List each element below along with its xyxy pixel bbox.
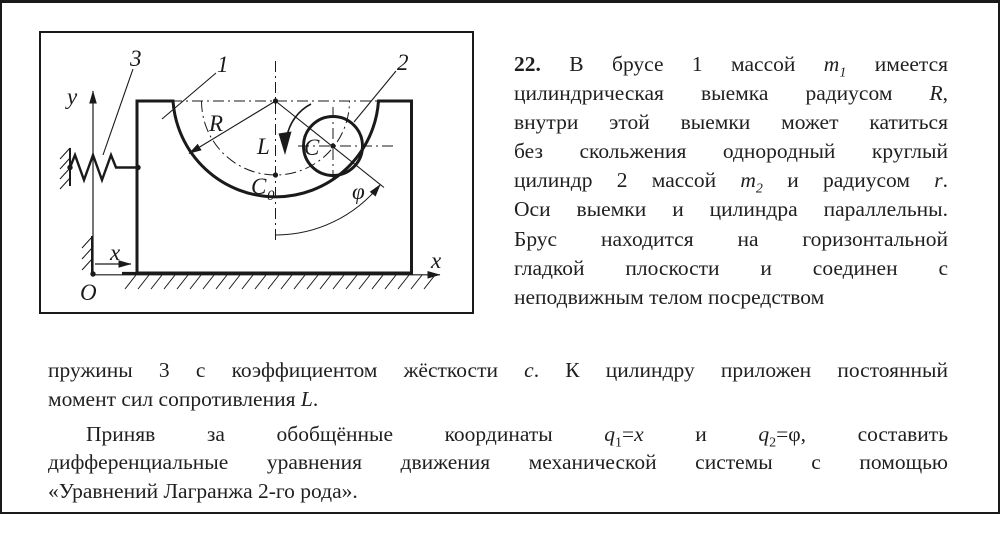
cylinder-center-dot: [330, 143, 335, 148]
figure-box: [39, 31, 474, 314]
ground-hatching: [125, 275, 435, 289]
spring-left-dot: [67, 165, 72, 170]
problem-statement-bottom: [48, 356, 948, 506]
block-outline: [137, 101, 412, 273]
text-line: пружины 3 с коэффициентом жёсткости c. К цилиндру приложен постоянный: [48, 358, 949, 382]
text-line: Брус находится на горизонтальной: [514, 226, 948, 251]
text-line: внутри этой выемки может катиться: [514, 110, 948, 135]
label-y-axis: y: [67, 84, 78, 109]
label-C0-subscript: 0: [267, 188, 275, 204]
text-line: цилиндрическая выемка радиусом R,: [514, 81, 948, 106]
label-x-axis: x: [431, 248, 442, 273]
text-line: цилиндр 2 массой $m_2$ и радиусом r.: [514, 168, 948, 197]
label-C: C: [304, 135, 320, 160]
text-line: Оси выемки и цилиндра параллельны.: [514, 197, 948, 222]
label-origin: O: [80, 280, 97, 305]
text-line: Приняв за обобщённые координаты $q_1=x$ и $q_2=\varphi$, составить: [86, 421, 948, 450]
text-line: 22. В брусе 1 массой $m_1$ имеется: [514, 52, 948, 81]
mechanism-diagram: [41, 33, 471, 311]
leader-2: [354, 71, 396, 122]
leader-3: [103, 69, 133, 155]
leader-1: [162, 73, 216, 119]
moment-arrowhead: [279, 132, 292, 156]
spring-right-dot: [135, 165, 140, 170]
text-line: неподвижным телом посредством: [514, 284, 825, 309]
leader-lines: [103, 69, 396, 155]
text-line: гладкой плоскости и соединен с: [514, 255, 948, 280]
origin-dot: [90, 271, 95, 276]
label-L: L: [257, 134, 270, 159]
label-x-displacement: x: [110, 240, 121, 265]
label-C0: C: [251, 174, 267, 199]
label-3: 3: [130, 46, 142, 71]
c0-dot: [273, 172, 278, 177]
spring: [70, 155, 138, 180]
label-R: R: [209, 111, 224, 136]
cavity-center-dot: [273, 98, 278, 103]
problem-statement-column: [514, 50, 948, 312]
label-phi: φ: [352, 179, 365, 204]
origin-support: [82, 236, 92, 273]
text-line: без скольжения однородный круглый: [514, 139, 948, 164]
label-2: 2: [397, 50, 409, 75]
text-line: дифференциальные уравнения движения механической системы с помощью: [48, 450, 948, 475]
text-line: момент сил сопротивления L.: [48, 386, 319, 411]
label-1: 1: [217, 52, 229, 77]
text-line: «Уравнений Лагранжа 2-го рода».: [48, 479, 358, 504]
